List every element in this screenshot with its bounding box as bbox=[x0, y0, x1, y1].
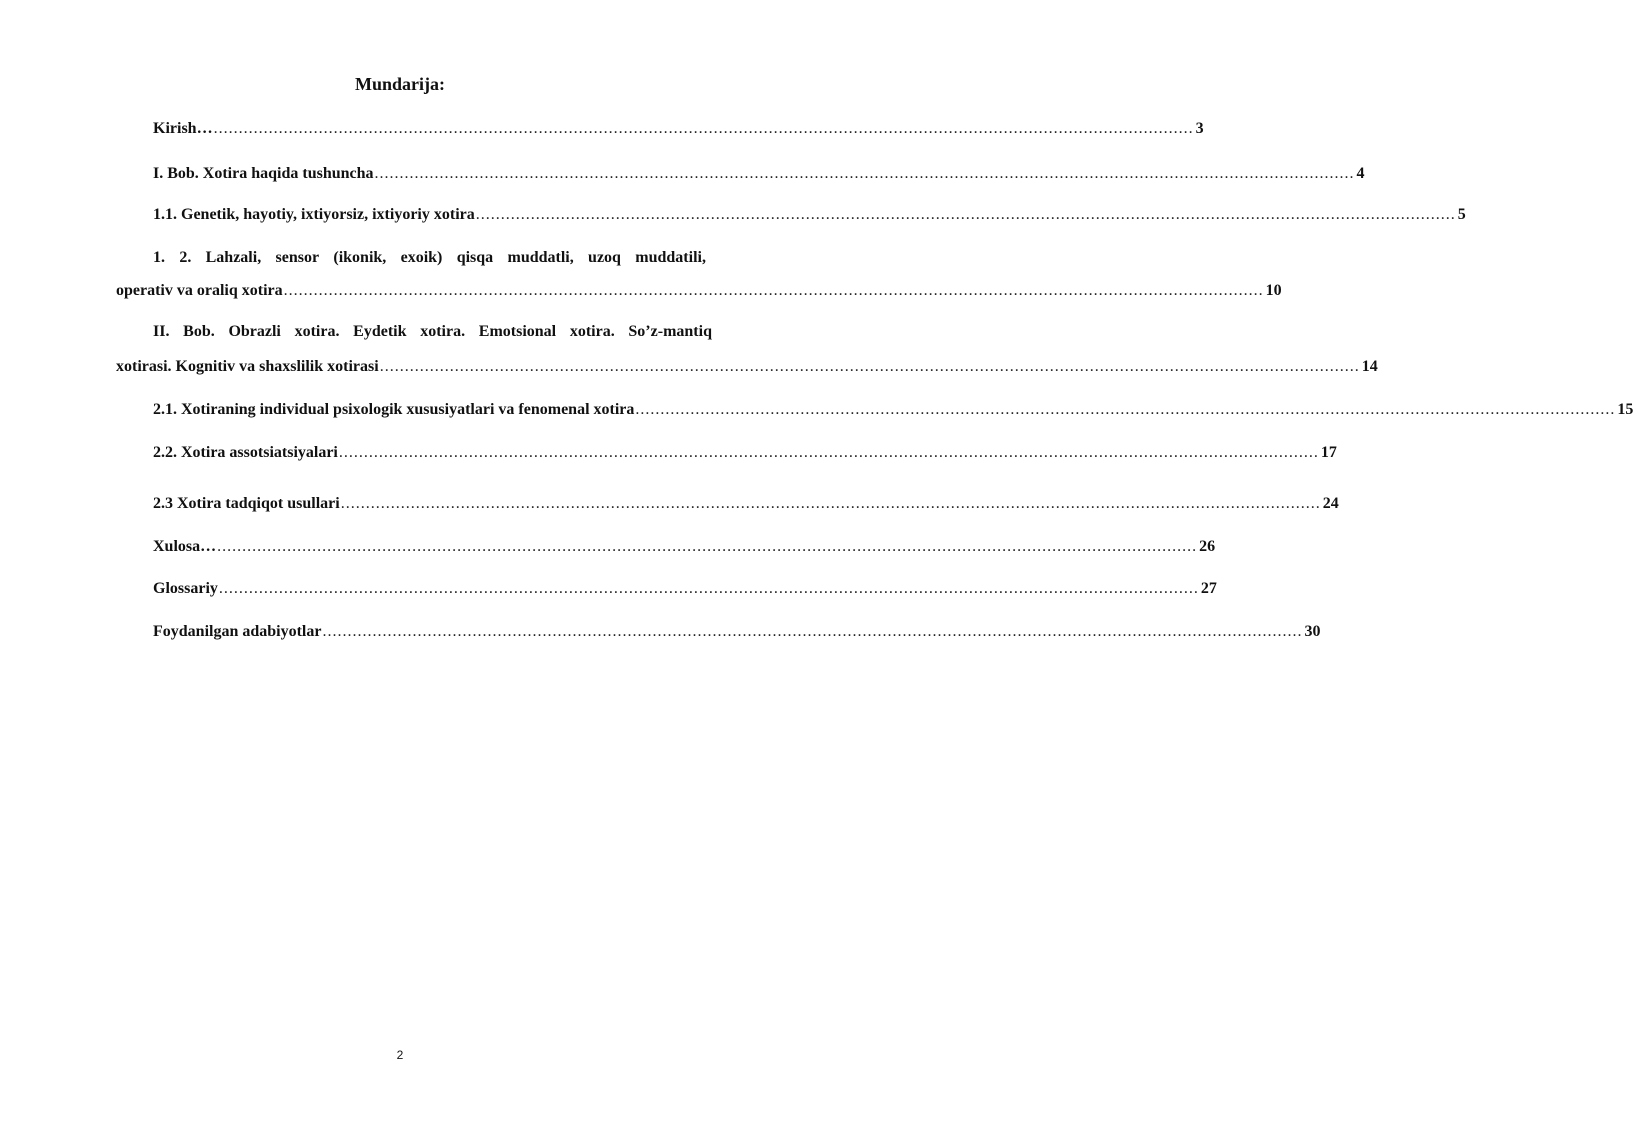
toc-word: Bob. bbox=[183, 323, 215, 340]
toc-word: Lahzali, bbox=[205, 249, 262, 266]
toc-entry-text: operativ va oraliq xotira bbox=[116, 282, 283, 299]
toc-word: II. bbox=[153, 323, 170, 340]
toc-word: muddatili, bbox=[635, 249, 706, 266]
toc-entry-text: Foydanilgan adabiyotlar bbox=[153, 623, 322, 640]
toc-entry-page: 15 bbox=[1617, 401, 1633, 418]
toc-leader-dots: .................................................................................................................................................................................................... bbox=[322, 623, 1303, 640]
toc-entry-page: 26 bbox=[1199, 538, 1216, 555]
toc-leader-dots: .................................................................................................................................................................................................... bbox=[475, 206, 1456, 223]
toc-entry-text: I. Bob. Xotira haqida tushuncha bbox=[153, 165, 374, 182]
toc-entry-page: 3 bbox=[1195, 120, 1204, 137]
toc-entry-1-1[interactable] bbox=[153, 205, 1466, 225]
toc-word: Eydetik bbox=[353, 323, 407, 340]
toc-leader-dots: .................................................................................................................................................................................................... bbox=[635, 401, 1616, 418]
page-number: 2 bbox=[396, 1048, 404, 1062]
toc-entry-chapter-1[interactable] bbox=[153, 164, 1365, 184]
toc-leader-dots: .................................................................................................................................................................................................... bbox=[217, 538, 1198, 555]
toc-word: xotira. bbox=[420, 323, 466, 340]
toc-entry-chapter-2-line1[interactable] bbox=[153, 322, 712, 342]
toc-entry-1-2-line2[interactable] bbox=[116, 281, 1282, 301]
toc-leader-dots: .................................................................................................................................................................................................... bbox=[213, 120, 1194, 137]
toc-word: So’z-mantiq bbox=[628, 323, 712, 340]
toc-word: qisqa bbox=[456, 249, 494, 266]
toc-leader-dots: .................................................................................................................................................................................................... bbox=[218, 580, 1199, 597]
toc-entry-chapter-2-line2[interactable] bbox=[116, 357, 1378, 377]
toc-word: xotira. bbox=[294, 323, 340, 340]
toc-entry-adabiyotlar[interactable] bbox=[153, 622, 1321, 642]
toc-word: uzoq bbox=[588, 249, 621, 266]
page-title: Mundarija: bbox=[355, 74, 445, 94]
toc-entry-text: 2.1. Xotiraning individual psixologik xususiyatlari va fenomenal xotira bbox=[153, 401, 635, 418]
toc-entry-2-2[interactable] bbox=[153, 443, 1337, 463]
toc-leader-dots: .................................................................................................................................................................................................... bbox=[374, 165, 1355, 182]
toc-entry-1-2-line1[interactable] bbox=[153, 248, 706, 268]
toc-entry-page: 5 bbox=[1457, 206, 1466, 223]
toc-word: muddatli, bbox=[507, 249, 574, 266]
toc-entry-page: 14 bbox=[1361, 358, 1378, 375]
toc-entry-page: 17 bbox=[1320, 444, 1337, 461]
toc-leader-dots: .................................................................................................................................................................................................... bbox=[283, 282, 1264, 299]
toc-leader-dots: .................................................................................................................................................................................................... bbox=[340, 495, 1321, 512]
toc-entry-page: 10 bbox=[1265, 282, 1282, 299]
toc-word: (ikonik, bbox=[333, 249, 387, 266]
toc-entry-2-3[interactable] bbox=[153, 494, 1339, 514]
toc-word: 1. bbox=[153, 249, 165, 266]
toc-word: 2. bbox=[179, 249, 192, 266]
toc-leader-dots: .................................................................................................................................................................................................... bbox=[338, 444, 1319, 461]
toc-leader-dots: .................................................................................................................................................................................................... bbox=[379, 358, 1360, 375]
toc-entry-page: 24 bbox=[1322, 495, 1339, 512]
toc-entry-xulosa[interactable] bbox=[153, 537, 1216, 557]
toc-entry-text: 2.2. Xotira assotsiatsiyalari bbox=[153, 444, 338, 461]
toc-word: xotira. bbox=[569, 323, 615, 340]
toc-entry-page: 4 bbox=[1356, 165, 1365, 182]
toc-word: exoik) bbox=[400, 249, 443, 266]
toc-entry-text: Xulosa… bbox=[153, 538, 217, 555]
toc-entry-text: 1.1. Genetik, hayotiy, ixtiyorsiz, ixtiyoriy xotira bbox=[153, 206, 475, 223]
toc-entry-2-1[interactable] bbox=[153, 400, 1633, 420]
toc-word: Emotsional bbox=[478, 323, 557, 340]
toc-entry-glossariy[interactable] bbox=[153, 579, 1217, 599]
toc-entry-text: 2.3 Xotira tadqiqot usullari bbox=[153, 495, 340, 512]
toc-entry-text: Kirish… bbox=[153, 120, 213, 137]
toc-entry-kirish[interactable] bbox=[153, 119, 1204, 139]
toc-entry-page: 27 bbox=[1200, 580, 1217, 597]
toc-entry-text: Glossariy bbox=[153, 580, 218, 597]
toc-word: Obrazli bbox=[228, 323, 281, 340]
toc-entry-text: xotirasi. Kognitiv va shaxslilik xotirasi bbox=[116, 358, 379, 375]
toc-entry-page: 30 bbox=[1304, 623, 1321, 640]
toc-word: sensor bbox=[275, 249, 320, 266]
